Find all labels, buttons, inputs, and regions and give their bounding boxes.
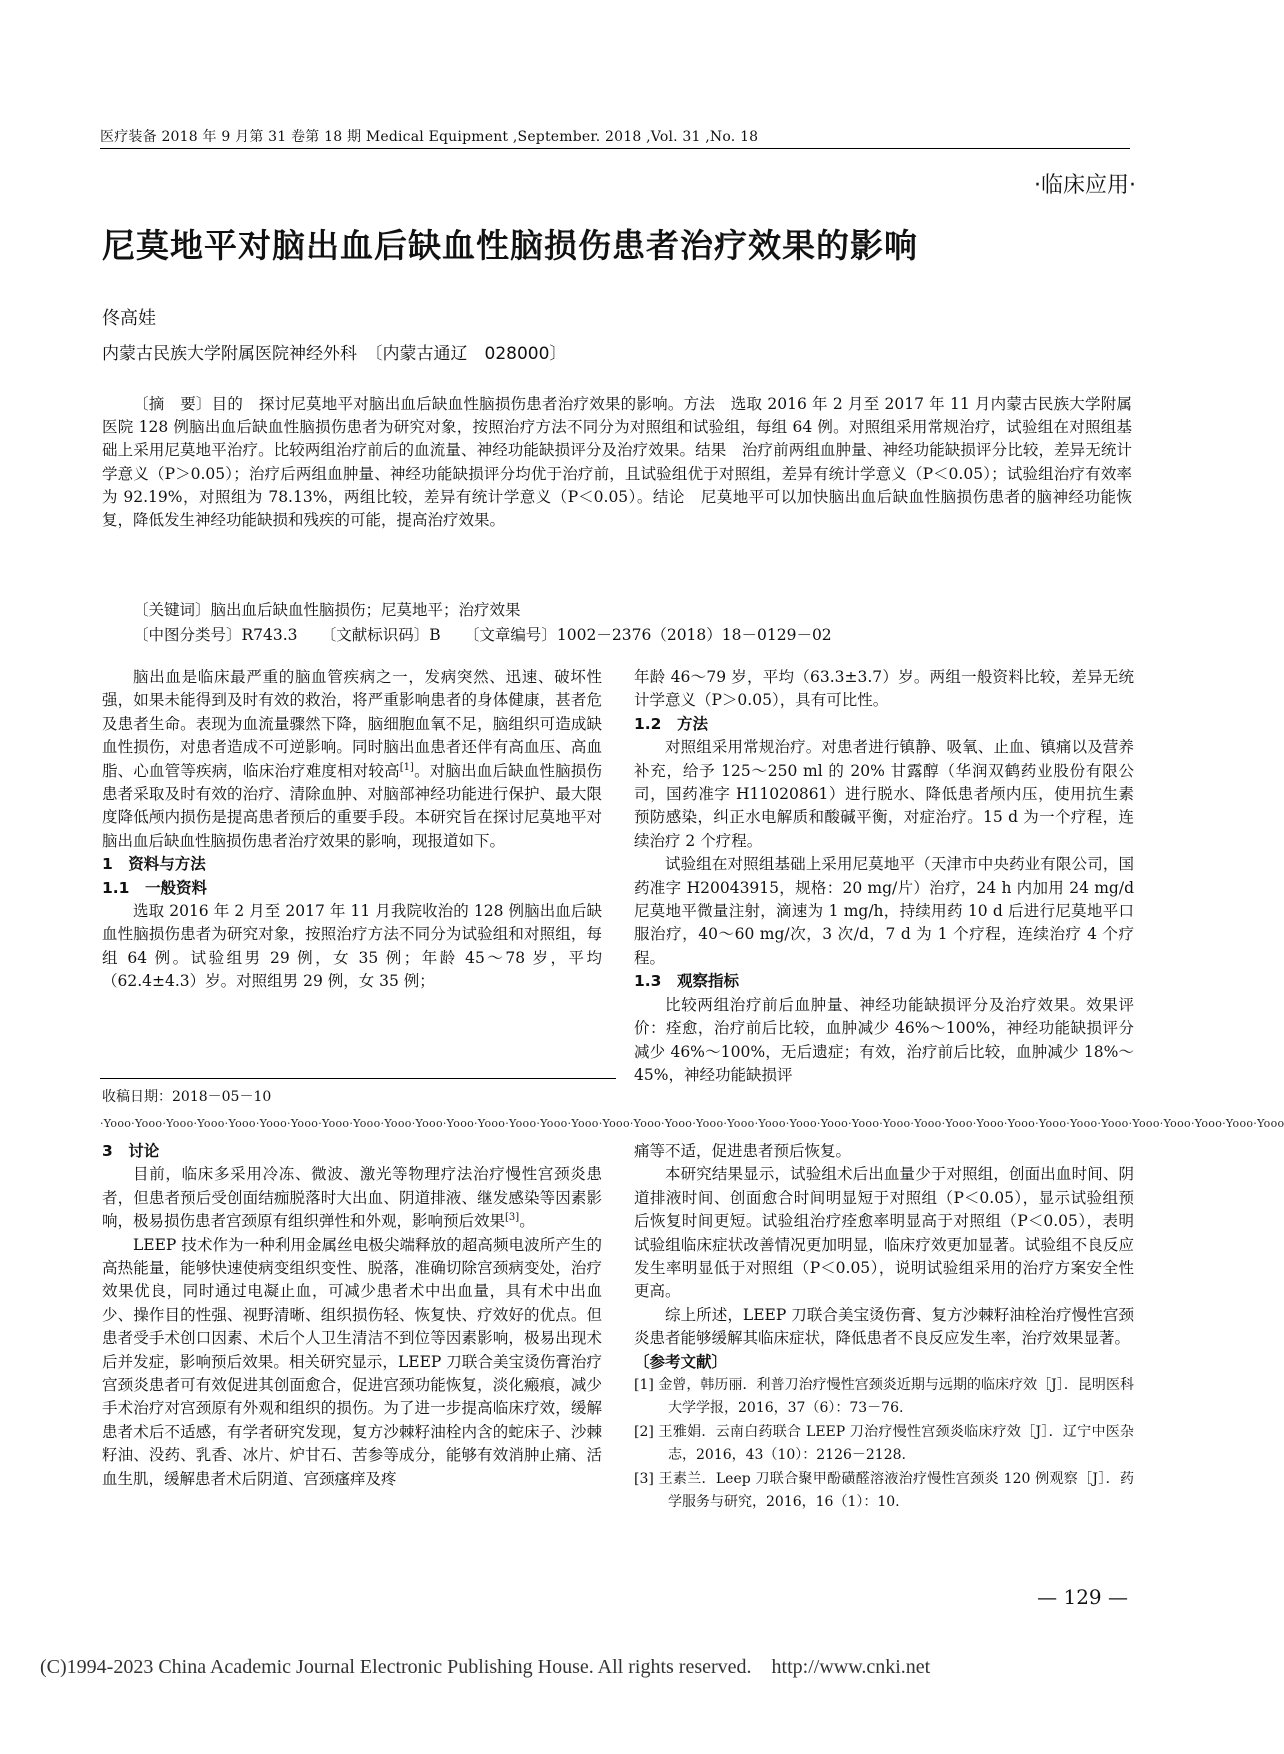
discussion-right (634, 1140, 1134, 1515)
discussion-left (102, 1140, 602, 1491)
affiliation: 内蒙古民族大学附属医院神经外科 〔内蒙古通辽 028000〕 (102, 344, 567, 364)
header-rule (100, 148, 1130, 149)
section-1-2-trial: 试验组在对照组基础上采用尼莫地平（天津市中央药业有限公司，国药准字 H20043915，规格：20 mg/片）治疗，24 h 内加用 24 mg/d 尼莫地平微量注射，滴速为 1 mg/h，持续用药 10 d 后进行尼莫地平口服治疗，40～60 mg/次，3 次/d，7 d 为 1 个疗程，连续治疗 4 个疗程。 (634, 855, 1134, 967)
running-head: 医疗装备 2018 年 9 月第 31 卷第 18 期 Medical Equipment ,September. 2018 ,Vol. 31 ,No. 18 (100, 129, 759, 145)
intro-text-b: 。对脑出血后缺血性脑损伤患者采取及时有效的治疗、清除血肿、对脑部神经功能进行保护、最大限度降低颅内损伤是提高患者预后的重要手段。本研究旨在探讨尼莫地平对脑出血后缺血性脑损伤患者治疗效果的影响，现报道如下。 (102, 761, 602, 850)
discussion-continued: 痛等不适，促进患者预后恢复。 (634, 1142, 852, 1160)
abstract-text: 〔摘 要〕目的 探讨尼莫地平对脑出血后缺血性脑损伤患者治疗效果的影响。方法 选取 2016 年 2 月至 2017 年 11 月内蒙古民族大学附属医院 128 例脑出血后缺血性脑损伤患者为研究对象，按照治疗方法不同分为对照组和试验组，每组 64 例。对照组采用常规治疗，试验组在对照组基础上采用尼莫地平治疗。比较两组治疗前后的血流量、神经功能缺损评分及治疗效果。结果 治疗前两组血肿量、神经功能缺损评分比较，差异无统计学意义（P＞0.05）；治疗后两组血肿量、神经功能缺损评分均优于治疗前，且试验组优于对照组，差异有统计学意义（P＜0.05）；试验组治疗有效率为 92.19%，对照组为 78.13%，两组比较，差异有统计学意义（P＜0.05）。结论 尼莫地平可以加快脑出血后缺血性脑损伤患者的脑神经功能恢复，降低发生神经功能缺损和残疾的可能，提高治疗效果。 (102, 395, 1132, 530)
intro-text-a: 脑出血是临床最严重的脑血管疾病之一，发病突然、迅速、破坏性强，如果未能得到及时有效的救治，将严重影响患者的身体健康，甚者危及患者生命。表现为血流量骤然下降，脑细胞血氧不足，脑组织可造成缺血性损伤，对患者造成不可逆影响。同时脑出血患者还伴有高血压、高血脂、心血管等疾病，临床治疗难度相对较高 (102, 668, 602, 780)
classification-line: 〔中图分类号〕R743.3 〔文献标识码〕B 〔文章编号〕1002－2376（2018）18－0129－02 (133, 626, 832, 644)
intro-paragraph (102, 666, 602, 853)
abstract (102, 393, 1132, 532)
section-1-2-control: 对照组采用常规治疗。对患者进行镇静、吸氧、止血、镇痛以及营养补充，给予 125～250 ml 的 20% 甘露醇（华润双鹤药业股份有限公司，国药准字 H11020861）进行脱水、降低患者颅内压，使用抗生素预防感染，纠正水电解质和酸碱平衡，对症治疗。15 d 为一个疗程，连续治疗 2 个疗程。 (634, 738, 1134, 850)
section-3-heading: 3 讨论 (102, 1142, 160, 1160)
citation-3: [3] (505, 1212, 520, 1224)
citation-1: [1] (399, 761, 414, 773)
section-1-3-heading: 1.3 观察指标 (634, 972, 739, 991)
reference-item: [1] 金曾，韩历丽．利普刀治疗慢性宫颈炎近期与远期的临床疗效［J］．昆明医科大学学报，2016，37（6）：73－76. (634, 1377, 1134, 1416)
copyright-footer: (C)1994-2023 China Academic Journal Electronic Publishing House. All rights reserved. http://www.cnki.net (40, 1656, 931, 1678)
received-rule (100, 1078, 616, 1079)
section-tag: ·临床应用· (1034, 173, 1136, 198)
reference-item: [3] 王素兰．Leep 刀联合聚甲酚磺醛溶液治疗慢性宫颈炎 120 例观察［J］．药学服务与研究，2016，16（1）：10. (634, 1471, 1134, 1510)
received-date: 收稿日期：2018－05－10 (102, 1089, 272, 1105)
section-1-1-heading: 1.1 一般资料 (102, 878, 207, 897)
section-1-1-text: 选取 2016 年 2 月至 2017 年 11 月我院收治的 128 例脑出血后缺血性脑损伤患者为研究对象，按照治疗方法不同分为试验组和对照组，每组 64 例。试验组男 29 例，女 35 例；年龄 45～78 岁，平均（62.4±4.3）岁。对照组男 29 例，女 35 例； (102, 902, 602, 991)
section-1-heading: 1 资料与方法 (102, 855, 206, 874)
reference-item: [2] 王雅娟．云南白药联合 LEEP 刀治疗慢性宫颈炎临床疗效［J］．辽宁中医杂志，2016，43（10）：2126－2128. (634, 1424, 1134, 1463)
discussion-paragraph-1 (102, 1163, 602, 1233)
section-1-3-text: 比较两组治疗前后血肿量、神经功能缺损评分及治疗效果。效果评价：痊愈，治疗前后比较，血肿减少 46%～100%，神经功能缺损评分减少 46%～100%，无后遗症；有效，治疗前后比较，血肿减少 18%～45%，神经功能缺损评 (634, 995, 1134, 1084)
author-name: 佟高娃 (102, 308, 156, 329)
page-number: — 129 — (1037, 1585, 1128, 1609)
section-1-2-heading: 1.2 方法 (634, 714, 708, 733)
article-separator: ·Yooo·Yooo·Yooo·Yooo·Yooo·Yooo·Yooo·Yooo·Yooo·Yooo·Yooo·Yooo·Yooo·Yooo·Yooo·Yooo·Yooo·Yooo·Yooo·Yooo·Yooo·Yooo·Yooo·Yooo·Yooo·Yooo·Yooo·Yooo·Yooo·Yooo·Yooo·Yooo·Yooo·Yooo·Yooo·Yooo·Yooo·Yooo (100, 1117, 1284, 1130)
section-1-1-continued: 年龄 46～79 岁，平均（63.3±3.7）岁。两组一般资料比较，差异无统计学意义（P＞0.05），具有可比性。 (634, 668, 1134, 710)
discussion-text-b: 。 (519, 1212, 535, 1231)
reference-list (634, 1374, 1134, 1513)
references-heading: 〔参考文献〕 (634, 1352, 728, 1371)
discussion-paragraph-2: LEEP 技术作为一种利用金属丝电极尖端释放的超高频电波所产生的高热能量，能够快速使病变组织变性、脱落，准确切除宫颈病变处，治疗效果优良，同时通过电凝止血，可减少患者术中出血量，具有术中出血少、操作目的性强、视野清晰、组织损伤轻、恢复快、疗效好的优点。但患者受手术创口因素、术后个人卫生清洁不到位等因素影响，极易出现术后并发症，影响预后效果。相关研究显示，LEEP 刀联合美宝烫伤膏治疗宫颈炎患者可有效促进其创面愈合，促进宫颈功能恢复，淡化瘢痕，减少手术治疗对宫颈原有外观和组织的损伤。为了进一步提高临床疗效，缓解患者术后不适感，有学者研究发现，复方沙棘籽油栓内含的蛇床子、沙棘籽油、没药、乳香、冰片、炉甘石、苦参等成分，能够有效消肿止痛、活血生肌，缓解患者术后阴道、宫颈瘙痒及疼 (102, 1235, 602, 1488)
article-title: 尼莫地平对脑出血后缺血性脑损伤患者治疗效果的影响 (102, 226, 918, 265)
conclusion-paragraph: 综上所述，LEEP 刀联合美宝烫伤膏、复方沙棘籽油栓治疗慢性宫颈炎患者能够缓解其临床症状，降低患者不良反应发生率，治疗效果显著。 (634, 1305, 1134, 1348)
discussion-text-a: 目前，临床多采用冷冻、微波、激光等物理疗法治疗慢性宫颈炎患者，但患者预后受创面结痂脱落时大出血、阴道排液、继发感染等因素影响，极易损伤患者宫颈原有组织弹性和外观，影响预后效果 (102, 1165, 602, 1231)
results-paragraph: 本研究结果显示，试验组术后出血量少于对照组，创面出血时间、阴道排液时间、创面愈合时间明显短于对照组（P＜0.05），显示试验组预后恢复时间更短。试验组治疗痊愈率明显高于对照组（P＜0.05），表明试验组临床症状改善情况更加明显，临床疗效更加显著。试验组不良反应发生率明显低于对照组（P＜0.05），说明试验组采用的治疗方案安全性更高。 (634, 1165, 1134, 1301)
left-column (102, 666, 602, 994)
keywords: 〔关键词〕脑出血后缺血性脑损伤；尼莫地平；治疗效果 (133, 601, 521, 619)
right-column (634, 666, 1134, 1087)
